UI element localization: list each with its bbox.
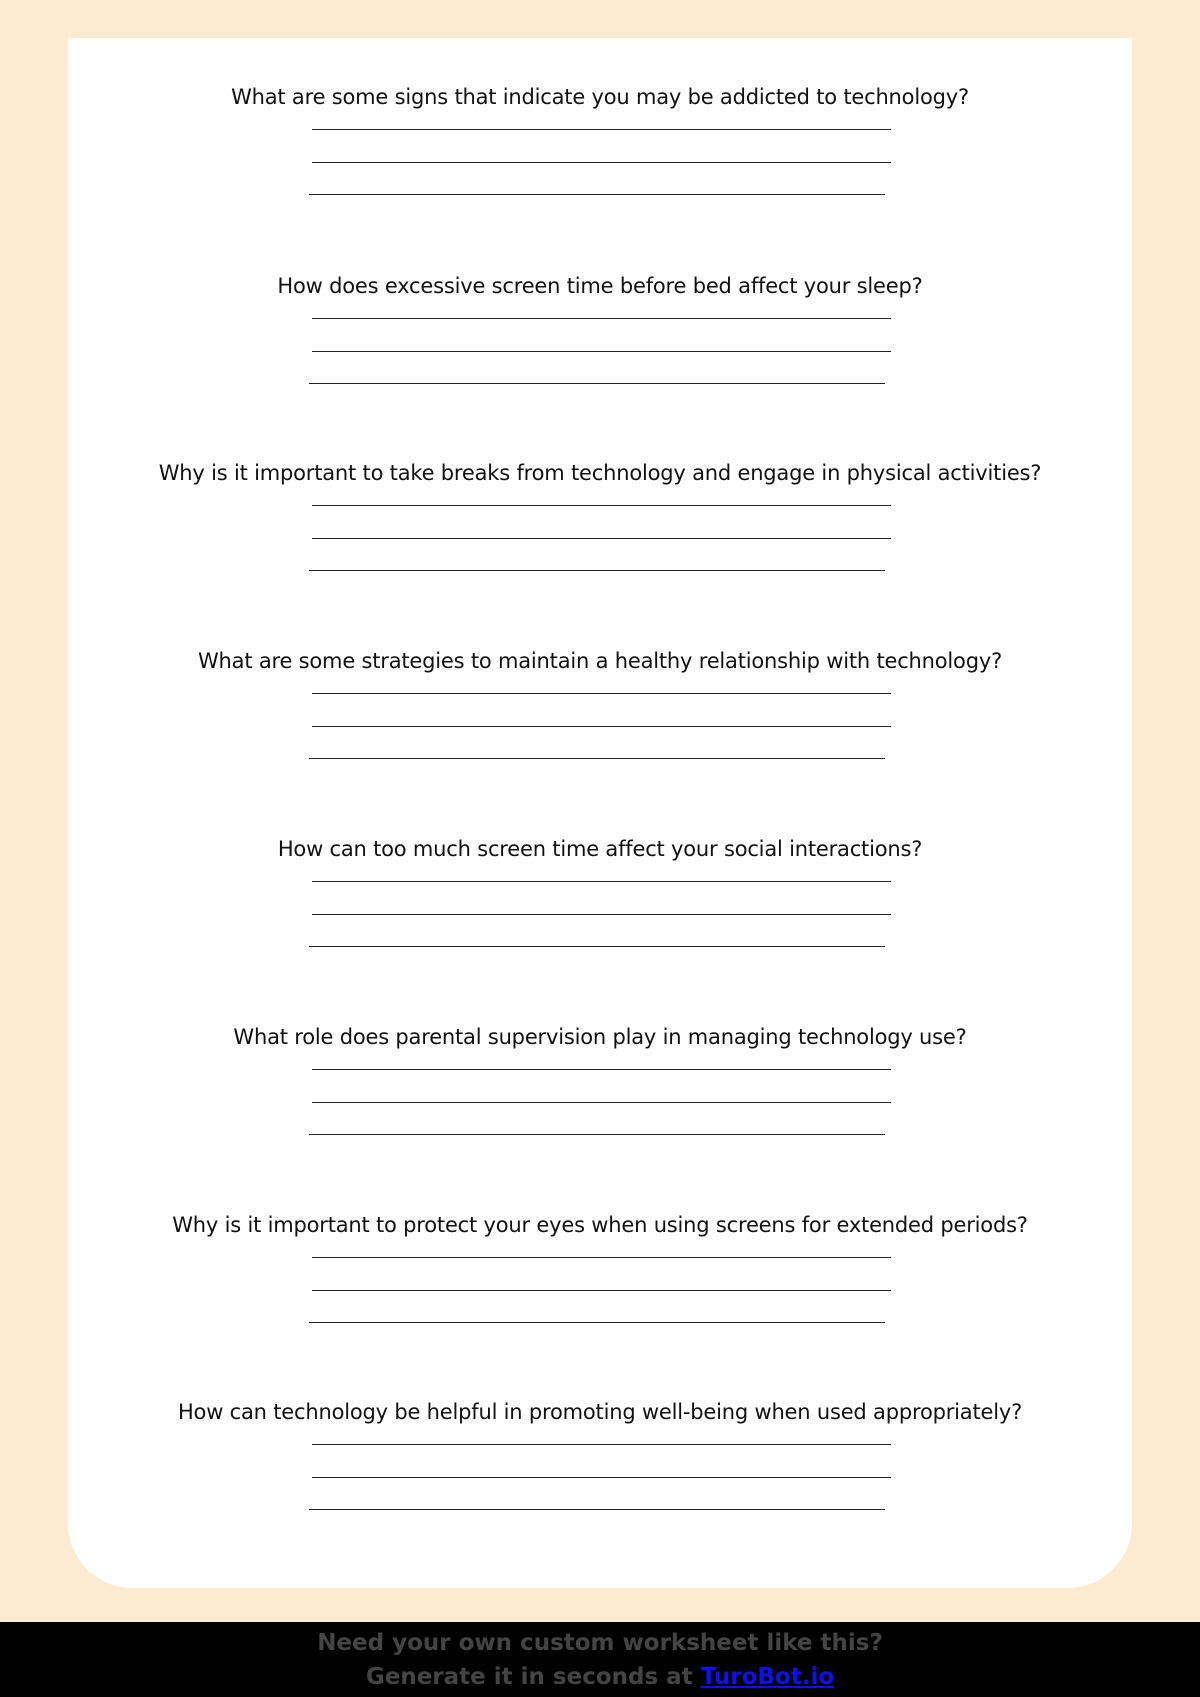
answer-line [312,1290,891,1291]
answer-line [312,1477,891,1478]
answer-line [312,693,891,694]
footer-subline-prefix: Generate it in seconds at [365,1664,701,1690]
answer-line [309,758,885,759]
answer-line [312,1257,891,1258]
question-text: What role does parental supervision play in managing technology use? [233,1025,967,1049]
answer-line [309,1322,885,1323]
answer-line [309,1134,885,1135]
answer-line [312,129,891,130]
answer-line [312,726,891,727]
question-block-6 [68,1024,1132,1050]
answer-line [312,914,891,915]
question-block-4 [68,648,1132,674]
answer-line [309,570,885,571]
question-text: Why is it important to protect your eyes when using screens for extended periods? [172,1213,1028,1237]
question-block-3 [68,460,1132,486]
answer-line [312,162,891,163]
promo-footer [0,1622,1200,1697]
answer-line [312,351,891,352]
question-text: What are some signs that indicate you may be addicted to technology? [231,85,969,109]
answer-line [312,881,891,882]
question-text: Why is it important to take breaks from technology and engage in physical activities? [158,461,1042,485]
question-block-2 [68,273,1132,299]
answer-line [312,1069,891,1070]
answer-line [312,505,891,506]
turobot-link[interactable]: TuroBot.io [700,1664,835,1690]
answer-line [312,1444,891,1445]
question-block-5 [68,836,1132,862]
question-block-1 [68,84,1132,110]
footer-headline: Need your own custom worksheet like this? [317,1630,883,1656]
answer-line [312,1102,891,1103]
answer-line [309,194,885,195]
answer-line [312,318,891,319]
question-text: How can technology be helpful in promoting well-being when used appropriately? [177,1400,1023,1424]
question-text: How can too much screen time affect your social interactions? [277,837,923,861]
answer-line [309,1509,885,1510]
question-text: What are some strategies to maintain a healthy relationship with technology? [197,649,1003,673]
answer-line [309,946,885,947]
question-block-8 [68,1399,1132,1425]
question-block-7 [68,1212,1132,1238]
answer-line [312,538,891,539]
worksheet-sheet [68,38,1132,1588]
answer-line [309,383,885,384]
question-text: How does excessive screen time before bed affect your sleep? [277,274,923,298]
footer-subline [0,1660,1200,1694]
